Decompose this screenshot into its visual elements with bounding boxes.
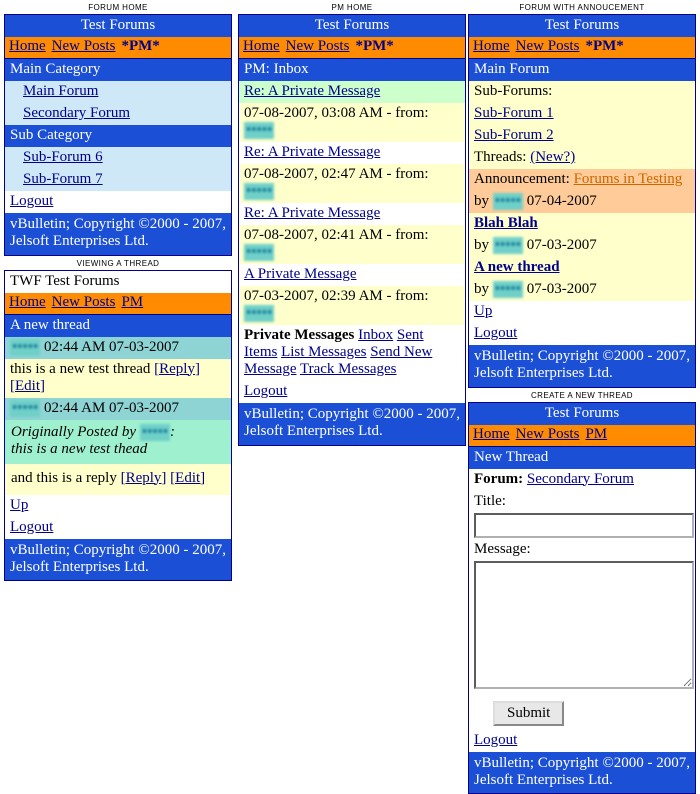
quote-author: •••••: [140, 424, 170, 441]
thread-date: 07-03-2007: [527, 237, 597, 253]
post-quote: Originally Posted by ••••• : this is a new test thead: [5, 420, 231, 464]
submit-button[interactable]: Submit: [493, 701, 564, 726]
message-textarea[interactable]: [474, 561, 694, 689]
pm-actions: [239, 325, 465, 381]
nav-home-link[interactable]: Home: [243, 38, 280, 54]
threads-label: Threads:: [474, 149, 526, 165]
subforum-link-2[interactable]: Sub-Forum 2: [474, 127, 554, 143]
pm-sender: •••••: [244, 183, 274, 200]
post-text: and this is a reply: [11, 470, 117, 486]
logout-link[interactable]: Logout: [244, 383, 287, 399]
panel-forum-home: [4, 0, 232, 256]
pm-track-messages-link[interactable]: Track Messages: [300, 361, 397, 377]
thread-by-label: by: [474, 237, 489, 253]
threads-label-row: [469, 147, 695, 169]
logout-row: [469, 730, 695, 752]
caption-forum-home: FORUM HOME: [4, 0, 232, 14]
forum-row: [5, 147, 231, 169]
forum-label: Forum:: [474, 471, 523, 487]
message-label: Message:: [469, 539, 695, 559]
subforum-row: [469, 103, 695, 125]
pm-sender: •••••: [244, 122, 274, 139]
pm-list-meta: [239, 286, 465, 325]
logout-row: [239, 381, 465, 403]
post-text: this is a new test thread: [10, 361, 150, 377]
quote-header: Originally Posted by: [11, 424, 136, 440]
forum-row: [5, 81, 231, 103]
title-label: Title:: [469, 491, 695, 511]
forum-link-secondary[interactable]: Secondary Forum: [23, 105, 130, 121]
thread-site-title: TWF Test Forums: [5, 271, 231, 293]
forum-row: [5, 103, 231, 125]
pm-meta-text: 07-08-2007, 02:47 AM - from:: [244, 166, 429, 182]
forum-row: [5, 169, 231, 191]
new-thread-bar: New Thread: [469, 447, 695, 469]
nav-new-posts-link[interactable]: New Posts: [516, 426, 580, 442]
up-link[interactable]: Up: [474, 303, 492, 319]
forum-home-titlebar: Test Forums: [4, 14, 232, 37]
pm-list-meta: [239, 225, 465, 264]
footer-copyright: vBulletin; Copyright ©2000 - 2007, Jelsoft Enterprises Ltd.: [239, 403, 465, 445]
pm-subject-link[interactable]: Re: A Private Message: [244, 205, 380, 221]
up-row: [5, 495, 231, 517]
caption-create-thread: CREATE A NEW THREAD: [468, 388, 696, 402]
pm-meta-text: 07-08-2007, 02:41 AM - from:: [244, 227, 429, 243]
pm-list-item[interactable]: [239, 142, 465, 164]
caption-viewing-thread: VIEWING A THREAD: [4, 256, 232, 270]
forum-home-navbar: [5, 37, 231, 59]
thread-navbar: [5, 293, 231, 315]
quote-text: this is a new test thead: [11, 441, 147, 457]
thread-by-label: by: [474, 281, 489, 297]
pm-list-meta: [239, 164, 465, 203]
logout-row: [5, 191, 231, 213]
nav-new-posts-link[interactable]: New Posts: [516, 38, 580, 54]
forum-context-row: [469, 469, 695, 491]
post-author: •••••: [10, 339, 40, 356]
logout-link[interactable]: Logout: [10, 519, 53, 535]
thread-title-bar: A new thread: [5, 315, 231, 337]
pm-navbar: [239, 37, 465, 59]
pm-inbox-bar: PM: Inbox: [239, 59, 465, 81]
submit-wrap: [469, 695, 695, 730]
footer-copyright: vBulletin; Copyright ©2000 - 2007, Jelsoft Enterprises Ltd.: [469, 345, 695, 387]
footer-copyright: vBulletin; Copyright ©2000 - 2007, Jelsoft Enterprises Ltd.: [5, 213, 231, 255]
forum-link-sub7[interactable]: Sub-Forum 7: [23, 171, 103, 187]
caption-forum-announcement: FORUM WITH ANNOUCEMENT: [468, 0, 696, 14]
create-thread-navbar: [469, 425, 695, 447]
logout-link[interactable]: Logout: [474, 732, 517, 748]
post-reply-link[interactable]: [Reply]: [121, 470, 167, 486]
thread-author: •••••: [493, 281, 523, 298]
nav-pm-link[interactable]: PM: [585, 426, 607, 442]
subforums-label: Sub-Forums:: [469, 81, 695, 103]
post-header: [5, 398, 231, 420]
logout-row: [5, 517, 231, 539]
announcement-label: Announcement:: [474, 171, 570, 187]
nav-home-link[interactable]: Home: [473, 426, 510, 442]
nav-pm-link[interactable]: *PM*: [121, 38, 159, 54]
post-header: [5, 337, 231, 359]
column-left: [4, 0, 232, 581]
logout-link[interactable]: Logout: [474, 325, 517, 341]
announcement-titlebar: Test Forums: [468, 14, 696, 37]
up-link[interactable]: Up: [10, 497, 28, 513]
pm-list-item[interactable]: [239, 203, 465, 225]
announcement-date: 07-04-2007: [527, 193, 597, 209]
announcement-navbar: [469, 37, 695, 59]
nav-home-link[interactable]: Home: [9, 294, 46, 310]
announcement-row: [469, 169, 695, 191]
panel-create-thread: [468, 388, 696, 794]
pm-list-item[interactable]: [239, 81, 465, 103]
title-field-wrap: [469, 511, 695, 539]
announcement-meta: [469, 191, 695, 213]
forum-link-main[interactable]: Main Forum: [23, 83, 98, 99]
thread-date: 07-03-2007: [527, 281, 597, 297]
nav-pm-link[interactable]: *PM*: [585, 38, 623, 54]
thread-meta: [469, 279, 695, 301]
message-field-wrap: [469, 559, 695, 695]
main-category-bar: Main Category: [5, 59, 231, 81]
nav-new-posts-link[interactable]: New Posts: [52, 38, 116, 54]
pm-subject-link[interactable]: A Private Message: [244, 266, 356, 282]
pm-subject-link[interactable]: Re: A Private Message: [244, 83, 380, 99]
subforum-link-1[interactable]: Sub-Forum 1: [474, 105, 554, 121]
pm-sender: •••••: [244, 244, 274, 261]
thread-link-blah-blah[interactable]: Blah Blah: [474, 215, 538, 231]
forum-link-sub6[interactable]: Sub-Forum 6: [23, 149, 103, 165]
post-timestamp: 02:44 AM 07-03-2007: [44, 339, 179, 355]
create-thread-titlebar: Test Forums: [468, 402, 696, 425]
post-timestamp: 02:44 AM 07-03-2007: [44, 400, 179, 416]
post-reply-link[interactable]: [Reply]: [154, 361, 200, 377]
up-row: [469, 301, 695, 323]
pm-list-item[interactable]: [239, 264, 465, 286]
title-input[interactable]: [474, 513, 694, 538]
nav-new-posts-link[interactable]: New Posts: [286, 38, 350, 54]
announcement-by-label: by: [474, 193, 489, 209]
nav-new-posts-link[interactable]: New Posts: [52, 294, 116, 310]
thread-row: [469, 257, 695, 279]
panel-viewing-thread: [4, 256, 232, 582]
subforum-row: [469, 125, 695, 147]
pm-list-messages-link[interactable]: List Messages: [281, 344, 366, 360]
post-edit-link[interactable]: [Edit]: [10, 378, 45, 394]
nav-home-link[interactable]: Home: [473, 38, 510, 54]
pm-send-new-message-link[interactable]: Send New Message: [244, 344, 432, 377]
pm-meta-text: 07-08-2007, 03:08 AM - from:: [244, 105, 429, 121]
post-body: [5, 464, 231, 495]
pm-home-titlebar: Test Forums: [238, 14, 466, 37]
post-author: •••••: [10, 400, 40, 417]
post-body: [5, 359, 231, 398]
post-edit-link[interactable]: [Edit]: [170, 470, 205, 486]
column-middle: [238, 0, 466, 446]
pm-list-meta: [239, 103, 465, 142]
nav-pm-link[interactable]: PM: [121, 294, 143, 310]
pm-sender: •••••: [244, 305, 274, 322]
logout-row: [469, 323, 695, 345]
footer-copyright: vBulletin; Copyright ©2000 - 2007, Jelsoft Enterprises Ltd.: [469, 752, 695, 794]
pm-subject-link[interactable]: Re: A Private Message: [244, 144, 380, 160]
nav-pm-link[interactable]: *PM*: [355, 38, 393, 54]
threads-new-link[interactable]: (New?): [530, 149, 575, 165]
thread-link-a-new-thread[interactable]: A new thread: [474, 259, 560, 275]
caption-pm-home: PM HOME: [238, 0, 466, 14]
forum-name-link[interactable]: Secondary Forum: [527, 471, 634, 487]
panel-forum-with-announcement: [468, 0, 696, 388]
thread-row: [469, 213, 695, 235]
thread-author: •••••: [493, 237, 523, 254]
footer-copyright: vBulletin; Copyright ©2000 - 2007, Jelsoft Enterprises Ltd.: [5, 539, 231, 581]
logout-link[interactable]: Logout: [10, 193, 53, 209]
sub-category-bar: Sub Category: [5, 125, 231, 147]
main-forum-bar: Main Forum: [469, 59, 695, 81]
pm-inbox-link[interactable]: Inbox: [358, 327, 393, 343]
pm-meta-text: 07-03-2007, 02:39 AM - from:: [244, 288, 429, 304]
pm-sent-items-link[interactable]: Sent Items: [244, 327, 424, 360]
announcement-author: •••••: [493, 193, 523, 210]
column-right: [468, 0, 696, 794]
thread-meta: [469, 235, 695, 257]
pm-actions-label: Private Messages: [244, 327, 354, 343]
announcement-title-link[interactable]: Forums in Testing: [574, 171, 683, 187]
nav-home-link[interactable]: Home: [9, 38, 46, 54]
